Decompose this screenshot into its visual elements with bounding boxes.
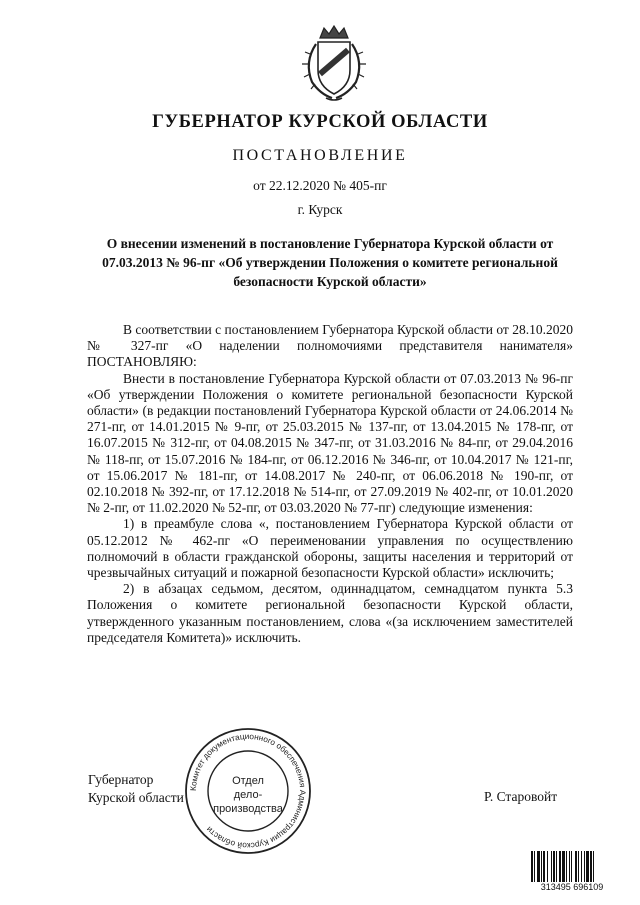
stamp-line1: Отдел [232,775,264,787]
body-paragraph: В соответствии с постановлением Губернатора Курской области от 28.10.2020 № 327-пг «О наделении полномочиями представителя нанимателя» ПОСТАНОВЛЯЮ: [87,322,573,370]
document-title: О внесении изменений в постановление Губернатора Курской области от 07.03.2013 № 96-пг «Об утверждении Положения о комитете региональной безопасности Курской области» [102,236,558,289]
stamp-ring-text: Комитет документационного обеспечения Администрации Курской области [188,731,308,851]
document-date-number: от 22.12.2020 № 405-пг [253,178,387,193]
barcode-digits: 313495 696109 [526,882,618,892]
signature-position-line1: Губернатор [88,772,154,787]
document-type-heading: ПОСТАНОВЛЕНИЕ [232,147,408,164]
body-paragraph: Внести в постановление Губернатора Курской области от 07.03.2013 № 96-пг «Об утверждении Положения о комитете региональной безопасности Курской области» (в редакции постановлений Губернатора Курской области от 24.06.2014 № 271-пг, от 14.01.2015 № 9-пг, от 25.03.2015 № 137-пг, от 13.04.2015 № 178-пг, от 16.07.2015 № 312-пг, от 04.08.2015 № 347-пг, от 31.03.2016 № 84-пг, от 29.04.2016 № 118-пг, от 15.07.2016 № 184-пг, от 06.12.2016 № 346-пг, от 10.04.2017 № 121-пг, от 15.06.2017 № 181-пг, от 14.08.2017 № 240-пг, от 06.06.2018 № 190-пг, от 02.10.2018 № 392-пг, от 17.12.2018 № 514-пг, от 27.09.2019 № 402-пг, от 10.01.2020 № 2-пг, от 11.02.2020 № 52-пг, от 03.03.2020 № 77-пг) следующие изменения: [87,370,573,516]
document-city: г. Курск [297,202,343,217]
signature-position [88,771,184,807]
issuer-heading: ГУБЕРНАТОР КУРСКОЙ ОБЛАСТИ [152,112,488,132]
body-paragraph: 1) в преамбуле слова «, постановлением Губернатора Курской области от 05.12.2012 № 462-пг «О переименовании управления по осуществлению полномочий в области гражданской обороны, защиты населения и территорий от чрезвычайных ситуаций и пожарной безопасности Курской области» исключить; [87,516,573,581]
signature-name: Р. Старовойт [484,789,558,804]
document-body [87,322,573,646]
stamp-line2: дело- [233,789,263,801]
body-paragraph: 2) в абзацах седьмом, десятом, одиннадцатом, семнадцатом пункта 5.3 Положения о комитете региональной безопасности Курской области, утвержденного указанным постановлением, слова «(за исключением заместителей председателя Комитета)» исключить. [87,581,573,645]
office-stamp [183,726,313,856]
signature-position-line2: Курской области [88,790,184,805]
coat-of-arms-emblem [298,24,370,102]
stamp-line3: производства [213,803,283,815]
